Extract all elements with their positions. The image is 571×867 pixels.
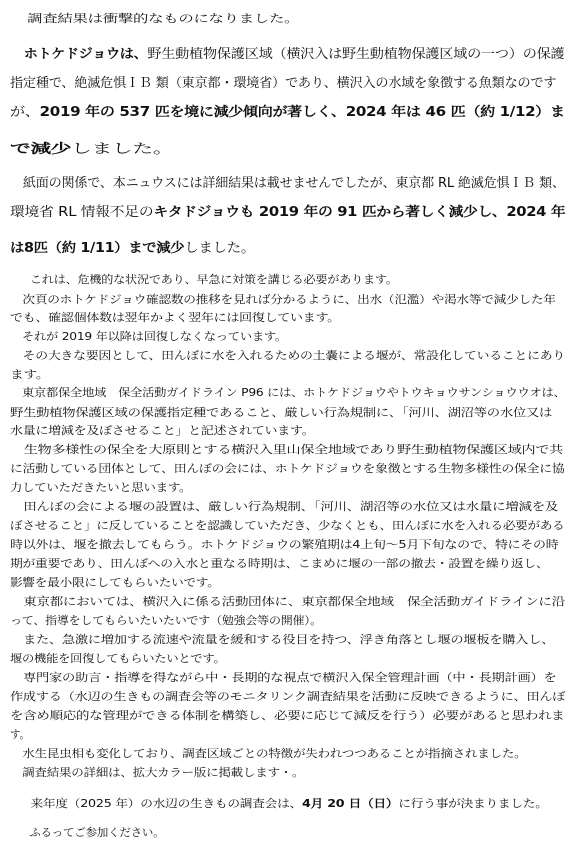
text-line (10, 500, 558, 514)
body-text: しました。 (184, 241, 255, 256)
body-text: が、 (10, 105, 40, 120)
body-text: 調査結果の詳細は、拡大カラー版に掲載します・。 (10, 766, 305, 779)
text-line (10, 104, 565, 122)
text-line (10, 75, 556, 93)
text-line (18, 797, 548, 811)
emphasis-text: 2019 年の 537 匹を境に減少傾向が著しく、2024 年は 46 匹（約 1/12）ま (39, 105, 565, 120)
text-line (10, 690, 565, 704)
body-text: 専門家の助言・指導を得ながら中・長期的な視点で横沢入保全管理計画（中・長期計画）を (10, 671, 557, 684)
body-text: 作成する（水辺の生きもの調査会等のモニタリンク調査結果を活動に反映できるように、田んぼ (10, 690, 566, 703)
body-text: 水生昆虫相も変化しており、調査区域ごとの特徴が失われつつあることが指摘されました。 (10, 747, 527, 760)
body-text: 水量に増減を及ぼさせること」と記述されています。 (10, 424, 315, 437)
text-line (10, 175, 565, 193)
body-text: 期が重要であり、田んぼへの入水と重なる時期は、こまめに堰の一部の撤去・設置を繰り返し、 (10, 557, 549, 570)
body-text: 影響を最小限にしてもらいたいです。 (10, 576, 220, 589)
body-text: 来年度（2025 年）の水辺の生きもの調査会は、 (18, 797, 303, 810)
text-line (18, 273, 398, 287)
emphasis-text: は8匹（約 1/11）まで減少 (10, 241, 185, 256)
body-text: 東京都保全地域 保全活動ガイドライン P96 には、ホトケドジョウやトウキョウサンショウウオは、 (10, 386, 566, 399)
text-line (10, 311, 340, 325)
text-line (10, 595, 565, 609)
body-text: 次頁のホトケドジョウ確認数の推移を見れば分かるように、出水（氾濫）や渇水等で減少した年 (10, 293, 556, 306)
body-text: 環境省 RL 情報不足の (10, 205, 154, 220)
text-line (10, 349, 565, 363)
text-line (10, 652, 225, 666)
text-line (10, 538, 558, 552)
text-line (10, 240, 255, 258)
text-line (10, 709, 565, 723)
body-text: しました。 (70, 142, 174, 157)
emphasis-text: 4月 20 日（日） (302, 797, 399, 810)
body-text: また、急激に増加する流速や流量を緩和する役目を持つ、浮き角落とし堰の堰板を購入し、 (10, 633, 555, 646)
body-text: す。 (10, 728, 30, 741)
text-line (10, 46, 564, 64)
text-line (10, 424, 314, 438)
body-text: ぼさせること」に反していることを認識していただき、少なくとも、田んぼに水を入れる必要がある (10, 519, 565, 532)
text-line (10, 406, 552, 420)
emphasis-text: キタドジョウも 2019 年の 91 匹から著しく減少し、2024 年 (153, 205, 566, 220)
text-line (12, 12, 299, 26)
body-text: ふるってご参加ください。 (18, 826, 165, 839)
text-line (10, 614, 322, 628)
body-text: を含め順応的な管理ができる体制を構築し、必要に応じて減反を行う）必要があると思われま (10, 709, 565, 722)
body-text: に行う事が決まりました。 (398, 797, 548, 810)
text-line (10, 728, 30, 742)
text-line (18, 826, 164, 840)
text-line (10, 633, 554, 647)
text-line (10, 576, 220, 590)
body-text: 調査結果は衝撃的なものになりました。 (12, 12, 300, 25)
text-line (10, 293, 556, 307)
text-line (10, 481, 191, 495)
text-line (10, 747, 526, 761)
body-text: 野生動植物保護区域の保護指定種であること、厳しい行為規制に、「河川、湖沼等の水位又は (10, 406, 553, 419)
text-line (10, 141, 173, 159)
body-text: それが 2019 年以降は回復しなくなっています。 (10, 330, 287, 343)
body-text: ます。 (10, 368, 50, 381)
body-text: その大きな要因として、田んぼに水を入れるための土嚢による堰が、常設化していることにあり (10, 349, 565, 362)
body-text: 指定種で、絶滅危惧ＩＢ 類（東京都・環境省）であり、横沢入の水域を象徴する魚類なのです (10, 76, 557, 91)
text-line (10, 330, 287, 344)
body-text: 田んぼの会による堰の設置は、厳しい行為規制、「河川、湖沼等の水位又は水量に増減を及 (10, 500, 559, 513)
body-text: に活動している団体として、田んぼの会には、ホトケドジョウを象徴とする生物多様性の保全に協 (10, 462, 565, 475)
body-text: 時以外は、堰を撤去してもらう。ホトケドジョウの繁殖期は4上旬～5月下旬なので、特にその時 (10, 538, 559, 551)
body-text: 紙面の関係で、本ニュウスには詳細結果は載せませんでしたが、東京都 RL 絶滅危惧ＩＢ 類、 (10, 176, 565, 191)
body-text: でも、確認個体数は翌年かよく翌年には回復しています。 (10, 311, 340, 324)
text-line (10, 443, 563, 457)
body-text: 力していただきたいと思います。 (10, 481, 192, 494)
text-line (10, 386, 566, 400)
body-text: 野生動植物保護区域（横沢入は野生動植物保護区域の一つ）の保護 (147, 47, 565, 62)
text-line (10, 671, 557, 685)
body-text: これは、危機的な状況であり、早急に対策を講じる必要があります。 (18, 273, 398, 286)
body-text: 東京都においては、横沢入に係る活動団体に、東京都保全地域 保全活動ガイドラインに沿 (10, 595, 565, 608)
text-line (10, 204, 565, 222)
text-line (10, 462, 564, 476)
emphasis-text: で減少 (10, 142, 71, 157)
text-line (10, 519, 565, 533)
emphasis-text: ホトケドジョウは、 (10, 47, 148, 62)
text-line (10, 557, 548, 571)
body-text: って、指導をしてもらいたいたいです（勉強会等の開催）。 (10, 614, 322, 627)
text-line (10, 368, 49, 382)
body-text: 堰の機能を回復してもらいたいとです。 (10, 652, 226, 665)
text-line (10, 766, 304, 780)
body-text: 生物多様性の保全を大原則とする横沢入里山保全地域であり野生動植物保護区域内で共 (10, 443, 563, 456)
